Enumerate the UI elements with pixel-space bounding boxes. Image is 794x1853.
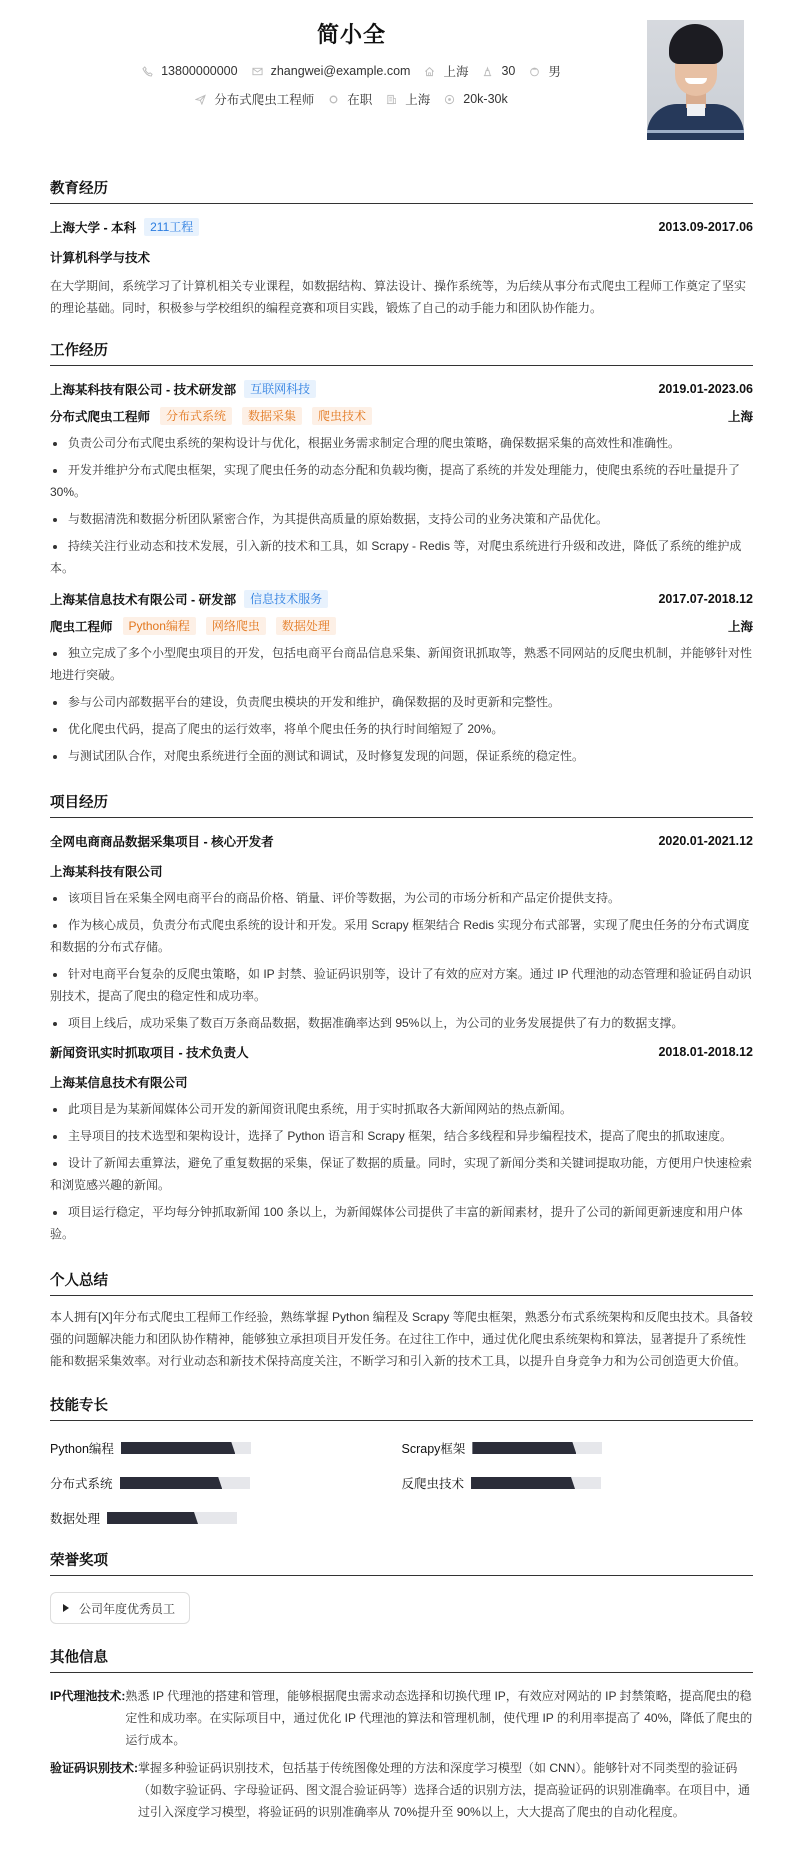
skill-tag: 爬虫技术	[312, 407, 372, 425]
skill-name: Python编程	[50, 1442, 114, 1456]
city-info	[424, 62, 468, 80]
gender-info	[529, 62, 561, 80]
other-info-value: 掌握多种验证码识别技术，包括基于传统图像处理的方法和深度学习模型（如 CNN）。能够针对不同类型的验证码（如数字验证码、字母验证码、图文混合验证码等）选择合适的识别方法，提高验证码的识别准确率。在项目中，通过引入深度学习模型，将验证码的识别准确率从 70%提升至 90%以上，大大提高了爬虫的自动化程度。	[138, 1761, 751, 1819]
list-item: 与数据清洗和数据分析团队紧密合作，为其提供高质量的原始数据，支持公司的业务决策和产品优化。	[50, 508, 753, 530]
phone-info	[142, 64, 237, 78]
section-title: 教育经历	[50, 177, 753, 204]
list-item: 参与公司内部数据平台的建设，负责爬虫模块的开发和维护，确保数据的及时更新和完整性。	[50, 691, 753, 713]
entry-date: 2017.07-2018.12	[658, 592, 753, 606]
company-name: 上海某信息技术有限公司 - 研发部	[50, 593, 237, 607]
project-company: 上海某信息技术有限公司	[50, 1076, 188, 1090]
phone-icon	[142, 66, 153, 77]
skill-name: Scrapy框架	[401, 1442, 466, 1456]
skills-grid	[50, 1437, 753, 1529]
age-icon	[482, 66, 493, 77]
responsibility-list	[50, 642, 753, 767]
avatar-photo	[647, 20, 744, 140]
industry-tag: 互联网科技	[244, 380, 316, 398]
mail-icon	[252, 66, 263, 77]
status-icon	[328, 94, 339, 105]
school-name: 上海大学 - 本科	[50, 221, 137, 235]
education-description: 在大学期间，系统学习了计算机相关专业课程，如数据结构、算法设计、操作系统等，为后续从事分布式爬虫工程师工作奠定了坚实的理论基础。同时，积极参与学校组织的编程竞赛和项目实践，锻炼了自己的动手能力和团队协作能力。	[50, 279, 747, 315]
job-intent-row	[50, 90, 653, 108]
education-section	[50, 177, 753, 319]
major: 计算机科学与技术	[50, 251, 151, 265]
role-row	[50, 406, 753, 426]
project-details	[50, 887, 753, 1034]
honor-badge	[50, 1592, 190, 1624]
salary-text: 20k-30k	[463, 92, 508, 106]
company-name: 上海某科技有限公司 - 技术研发部	[50, 383, 237, 397]
skill-tag: 数据采集	[242, 407, 302, 425]
summary-text: 本人拥有[X]年分布式爬虫工程师工作经验，熟练掌握 Python 编程及 Scrapy 等爬虫框架，熟悉分布式系统架构和反爬虫技术。具备较强的问题解决能力和团队协作精神，能够独立承担项目开发任务。在过往工作中，通过优化爬虫系统架构和算法，显著提升了系统性能和数据采集效率。对行业动态和新技术保持高度关注，不断学习和引入新的技术工具，以提升自身竞争力和为公司创造更大价值。	[50, 1310, 753, 1368]
gender-icon	[529, 66, 540, 77]
triangle-right-icon	[63, 1604, 69, 1612]
list-item: 优化爬虫代码，提高了爬虫的运行效率，将单个爬虫任务的执行时间缩短了 20%。	[50, 718, 753, 740]
target-position-info	[195, 90, 314, 108]
work-entry	[50, 379, 753, 579]
list-item: 持续关注行业动态和技术发展，引入新的技术和工具，如 Scrapy - Redis 等，对爬虫系统进行升级和改进，降低了系统的维护成本。	[50, 535, 753, 579]
list-item: 开发并维护分布式爬虫框架，实现了爬虫任务的动态分配和负载均衡，提高了系统的并发处理能力，使爬虫系统的吞吐量提升了 30%。	[50, 459, 753, 503]
entry-header	[50, 217, 753, 237]
section-title: 项目经历	[50, 791, 753, 818]
summary-section	[50, 1269, 753, 1372]
project-entry	[50, 831, 753, 1034]
list-item: 主导项目的技术选型和架构设计，选择了 Python 语言和 Scrapy 框架，结合多线程和异步编程技术，提高了爬虫的抓取速度。	[50, 1125, 753, 1147]
candidate-name: 简小全	[316, 22, 386, 47]
skill-bar	[472, 1442, 602, 1454]
age-text: 30	[501, 64, 516, 78]
skill-tag: 网络爬虫	[206, 617, 266, 635]
project-name: 新闻资讯实时抓取项目 - 技术负责人	[50, 1046, 249, 1060]
projects-section	[50, 791, 753, 1245]
list-item: 独立完成了多个小型爬虫项目的开发，包括电商平台商品信息采集、新闻资讯抓取等，熟悉不同网站的反爬虫机制，并能够针对性地进行突破。	[50, 642, 753, 686]
target-position-text: 分布式爬虫工程师	[214, 93, 315, 107]
section-title: 技能专长	[50, 1394, 753, 1421]
skill-bar	[121, 1442, 251, 1454]
school-tag: 211工程	[144, 218, 199, 236]
skill-item	[50, 1437, 402, 1459]
honor-text: 公司年度优秀员工	[79, 1601, 176, 1616]
entry-header	[50, 589, 753, 609]
contact-row	[50, 62, 653, 80]
work-location: 上海	[727, 410, 753, 424]
skill-name: 反爬虫技术	[401, 1477, 465, 1491]
entry-date: 2018.01-2018.12	[658, 1045, 753, 1059]
job-status-info	[328, 90, 372, 108]
salary-info	[444, 92, 507, 106]
other-info-item	[50, 1757, 753, 1823]
list-item: 与测试团队合作，对爬虫系统进行全面的测试和调试，及时修复发现的问题，保证系统的稳定性。	[50, 745, 753, 767]
list-item: 此项目是为某新闻媒体公司开发的新闻资讯爬虫系统，用于实时抓取各大新闻网站的热点新闻。	[50, 1098, 753, 1120]
section-title: 其他信息	[50, 1646, 753, 1673]
other-info-key: IP代理池技术:	[50, 1689, 126, 1703]
city-text: 上海	[443, 65, 469, 79]
salary-icon	[444, 94, 455, 105]
email-info	[252, 64, 411, 78]
skill-name: 分布式系统	[50, 1477, 113, 1491]
role-title: 分布式爬虫工程师	[50, 410, 151, 424]
project-company: 上海某科技有限公司	[50, 865, 163, 879]
skill-item	[50, 1472, 402, 1494]
skill-bar	[107, 1512, 237, 1524]
skill-item	[50, 1507, 402, 1529]
section-title: 个人总结	[50, 1269, 753, 1296]
project-details	[50, 1098, 753, 1245]
target-city-info	[386, 90, 430, 108]
skill-tag: 分布式系统	[160, 407, 232, 425]
skill-item	[402, 1437, 754, 1459]
list-item: 该项目旨在采集全网电商平台的商品价格、销量、评价等数据，为公司的市场分析和产品定价提供支持。	[50, 887, 753, 909]
skill-bar	[471, 1477, 601, 1489]
entry-header	[50, 831, 753, 851]
list-item: 项目上线后，成功采集了数百万条商品数据，数据准确率达到 95%以上，为公司的业务发展提供了有力的数据支撑。	[50, 1012, 753, 1034]
list-item: 项目运行稳定，平均每分钟抓取新闻 100 条以上，为新闻媒体公司提供了丰富的新闻素材，提升了公司的新闻更新速度和用户体验。	[50, 1201, 753, 1245]
job-status-text: 在职	[347, 93, 373, 107]
skill-tag: 数据处理	[276, 617, 336, 635]
project-name: 全网电商商品数据采集项目 - 核心开发者	[50, 835, 274, 849]
age-info	[482, 64, 515, 78]
education-entry	[50, 217, 753, 319]
email-text: zhangwei@example.com	[270, 64, 411, 78]
work-entry	[50, 589, 753, 767]
list-item: 针对电商平台复杂的反爬虫策略，如 IP 封禁、验证码识别等，设计了有效的应对方案。通过 IP 代理池的动态管理和验证码自动识别技术，提高了爬虫的稳定性和成功率。	[50, 963, 753, 1007]
entry-date: 2019.01-2023.06	[658, 382, 753, 396]
entry-header	[50, 1042, 753, 1062]
role-title: 爬虫工程师	[50, 620, 113, 634]
gender-text: 男	[548, 65, 561, 79]
skill-item	[402, 1472, 754, 1494]
industry-tag: 信息技术服务	[244, 590, 328, 608]
target-city-text: 上海	[405, 93, 431, 107]
section-title: 工作经历	[50, 339, 753, 366]
other-info-key: 验证码识别技术:	[50, 1761, 138, 1775]
skills-section	[50, 1394, 753, 1529]
resume-header	[50, 0, 753, 160]
home-icon	[424, 66, 435, 77]
list-item: 设计了新闻去重算法，避免了重复数据的采集，保证了数据的质量。同时，实现了新闻分类和关键词提取功能，方便用户快速检索和浏览感兴趣的新闻。	[50, 1152, 753, 1196]
skill-tag: Python编程	[123, 617, 196, 635]
work-location: 上海	[727, 620, 753, 634]
entry-date: 2013.09-2017.06	[658, 220, 753, 234]
other-info-section	[50, 1646, 753, 1823]
section-title: 荣誉奖项	[50, 1549, 753, 1576]
entry-date: 2020.01-2021.12	[658, 834, 753, 848]
entry-header	[50, 379, 753, 399]
other-info-item	[50, 1685, 753, 1751]
honors-section	[50, 1549, 753, 1624]
skill-name: 数据处理	[50, 1512, 101, 1526]
send-icon	[195, 94, 206, 105]
work-section	[50, 339, 753, 767]
building-icon	[386, 94, 397, 105]
phone-text: 13800000000	[161, 64, 238, 78]
project-entry	[50, 1042, 753, 1245]
responsibility-list	[50, 432, 753, 579]
list-item: 负责公司分布式爬虫系统的架构设计与优化，根据业务需求制定合理的爬虫策略，确保数据采集的高效性和准确性。	[50, 432, 753, 454]
list-item: 作为核心成员，负责分布式爬虫系统的设计和开发。采用 Scrapy 框架结合 Redis 实现分布式部署，实现了爬虫任务的分布式调度和数据的分布式存储。	[50, 914, 753, 958]
role-row	[50, 616, 753, 636]
skill-bar	[120, 1477, 250, 1489]
other-info-value: 熟悉 IP 代理池的搭建和管理，能够根据爬虫需求动态选择和切换代理 IP，有效应对网站的 IP 封禁策略，提高爬虫的稳定性和成功率。在实际项目中，通过优化 IP 代理池的算法和管理机制，使代理 IP 的利用率提高了 40%，降低了爬虫的运行成本。	[125, 1689, 753, 1747]
